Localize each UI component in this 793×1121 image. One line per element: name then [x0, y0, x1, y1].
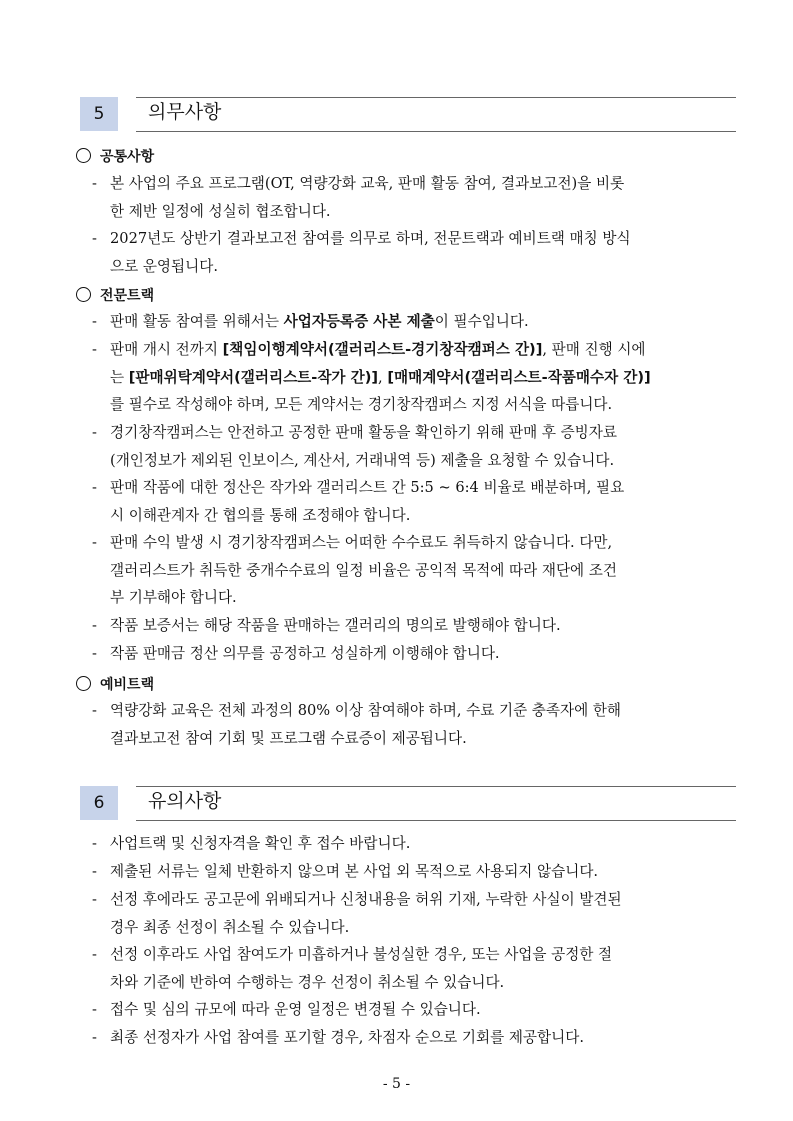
dash-bullet: - [92, 617, 97, 634]
dash-bullet: - [92, 863, 97, 880]
list-item [92, 170, 738, 225]
dash-bullet: - [92, 946, 97, 963]
item-text: , [378, 368, 388, 386]
list-item [92, 529, 738, 612]
subheading-reserve [76, 675, 154, 695]
item-text: 는 [110, 368, 129, 386]
section-5-number: 5 [80, 97, 118, 131]
item-text: 부 기부해야 합니다. [110, 589, 237, 606]
item-text: 차와 기준에 반하여 수행하는 경우 선정이 취소될 수 있습니다. [110, 973, 505, 991]
dash-bullet: - [92, 175, 97, 192]
list-item [92, 1024, 738, 1052]
list-item [92, 941, 738, 996]
item-text: 시 이해관계자 간 협의를 통해 조정해야 합니다. [110, 506, 411, 524]
item-text: 본 사업의 주요 프로그램(OT, 역량강화 교육, 판매 활동 참여, 결과보고전)을 비롯 [110, 175, 625, 192]
list-item [92, 858, 738, 886]
list-item [92, 830, 738, 858]
item-text: 선정 이후라도 사업 참여도가 미흡하거나 불성실한 경우, 또는 사업을 공정한 절 [110, 946, 613, 963]
item-text: 작품 판매금 정산 의무를 공정하고 성실하게 이행해야 합니다. [110, 645, 500, 662]
item-text: 판매 작품에 대한 정산은 작가와 갤러리스트 간 5:5 ~ 6:4 비율로 배분하며, 필요 [110, 479, 625, 496]
item-text: 갤러리스트가 취득한 중개수수료의 일정 비율은 공익적 목적에 따라 재단에 조건 [110, 561, 617, 579]
list-item [92, 640, 738, 668]
subheading-common-label: 공통사항 [100, 149, 155, 165]
section-6-header [80, 786, 736, 820]
dash-bullet: - [92, 341, 97, 358]
list-item [92, 474, 738, 529]
item-text: , 판매 진행 시에 [542, 341, 646, 358]
circle-bullet-icon [76, 148, 91, 163]
item-text: 으로 운영됩니다. [110, 257, 218, 275]
item-text: 역량강화 교육은 전체 과정의 80% 이상 참여해야 하며, 수료 기준 충족자에 한해 [110, 702, 622, 719]
item-text-bold: [책임이행계약서(갤러리스트-경기창작캠퍼스 간)] [222, 341, 543, 358]
subheading-expert-label: 전문트랙 [100, 288, 155, 304]
item-text: 판매 활동 참여를 위해서는 [110, 313, 284, 330]
item-text: (개인정보가 제외된 인보이스, 계산서, 거래내역 등) 제출을 요청할 수 있습니다. [110, 451, 615, 469]
item-text: 2027년도 상반기 결과보고전 참여를 의무로 하며, 전문트랙과 예비트랙 매칭 방식 [110, 230, 631, 247]
list-item [92, 996, 738, 1024]
dash-bullet: - [92, 313, 97, 330]
item-text: 이 필수입니다. [434, 313, 529, 330]
section-6-title: 유의사항 [148, 790, 222, 812]
dash-bullet: - [92, 645, 97, 662]
item-text-bold: [매매계약서(갤러리스트-작품매수자 간)] [387, 368, 651, 386]
dash-bullet: - [92, 479, 97, 496]
list-item [92, 612, 738, 640]
subheading-reserve-label: 예비트랙 [100, 677, 155, 693]
item-text-bold: [판매위탁계약서(갤러리스트-작가 간)] [128, 368, 379, 386]
section-6-rule [136, 786, 736, 821]
dash-bullet: - [92, 534, 97, 551]
item-text-bold: 사업자등록증 사본 제출 [283, 313, 435, 330]
dash-bullet: - [92, 230, 97, 247]
circle-bullet-icon [76, 287, 91, 302]
item-text: 선정 후에라도 공고문에 위배되거나 신청내용을 허위 기재, 누락한 사실이 발견된 [110, 891, 622, 908]
list-item [92, 225, 738, 280]
page-number: - 5 - [382, 1076, 411, 1092]
section-6-number: 6 [80, 786, 118, 820]
subheading-common [76, 147, 154, 167]
section-5-header [80, 97, 736, 131]
item-text: 한 제반 일정에 성실히 협조합니다. [110, 202, 331, 220]
dash-bullet: - [92, 702, 97, 719]
dash-bullet: - [92, 1001, 97, 1018]
dash-bullet: - [92, 1029, 97, 1046]
circle-bullet-icon [76, 676, 91, 691]
list-item [92, 697, 738, 752]
list-item [92, 419, 738, 474]
section-5-rule [136, 97, 736, 132]
dash-bullet: - [92, 891, 97, 908]
item-text: 경기창작캠퍼스는 안전하고 공정한 판매 활동을 확인하기 위해 판매 후 증빙자료 [110, 424, 617, 441]
list-item [92, 886, 738, 941]
item-text: 를 필수로 작성해야 하며, 모든 계약서는 경기창작캠퍼스 지정 서식을 따릅니다. [110, 396, 613, 413]
list-item [92, 308, 738, 336]
item-text: 판매 개시 전까지 [110, 341, 223, 358]
item-text: 접수 및 심의 규모에 따라 운영 일정은 변경될 수 있습니다. [110, 1001, 481, 1018]
dash-bullet: - [92, 835, 97, 852]
section-5-title: 의무사항 [148, 101, 222, 123]
item-text: 사업트랙 및 신청자격을 확인 후 접수 바랍니다. [110, 835, 411, 852]
item-text: 제출된 서류는 일체 반환하지 않으며 본 사업 외 목적으로 사용되지 않습니다. [110, 863, 599, 880]
item-text: 경우 최종 선정이 취소될 수 있습니다. [110, 918, 350, 936]
subheading-expert [76, 286, 154, 306]
item-text: 최종 선정자가 사업 참여를 포기할 경우, 차점자 순으로 기회를 제공합니다. [110, 1029, 584, 1046]
item-text: 판매 수익 발생 시 경기창작캠퍼스는 어떠한 수수료도 취득하지 않습니다. 다만, [110, 534, 613, 551]
dash-bullet: - [92, 424, 97, 441]
list-item [92, 336, 738, 419]
item-text: 결과보고전 참여 기회 및 프로그램 수료증이 제공됩니다. [110, 729, 467, 747]
item-text: 작품 보증서는 해당 작품을 판매하는 갤러리의 명의로 발행해야 합니다. [110, 617, 561, 634]
